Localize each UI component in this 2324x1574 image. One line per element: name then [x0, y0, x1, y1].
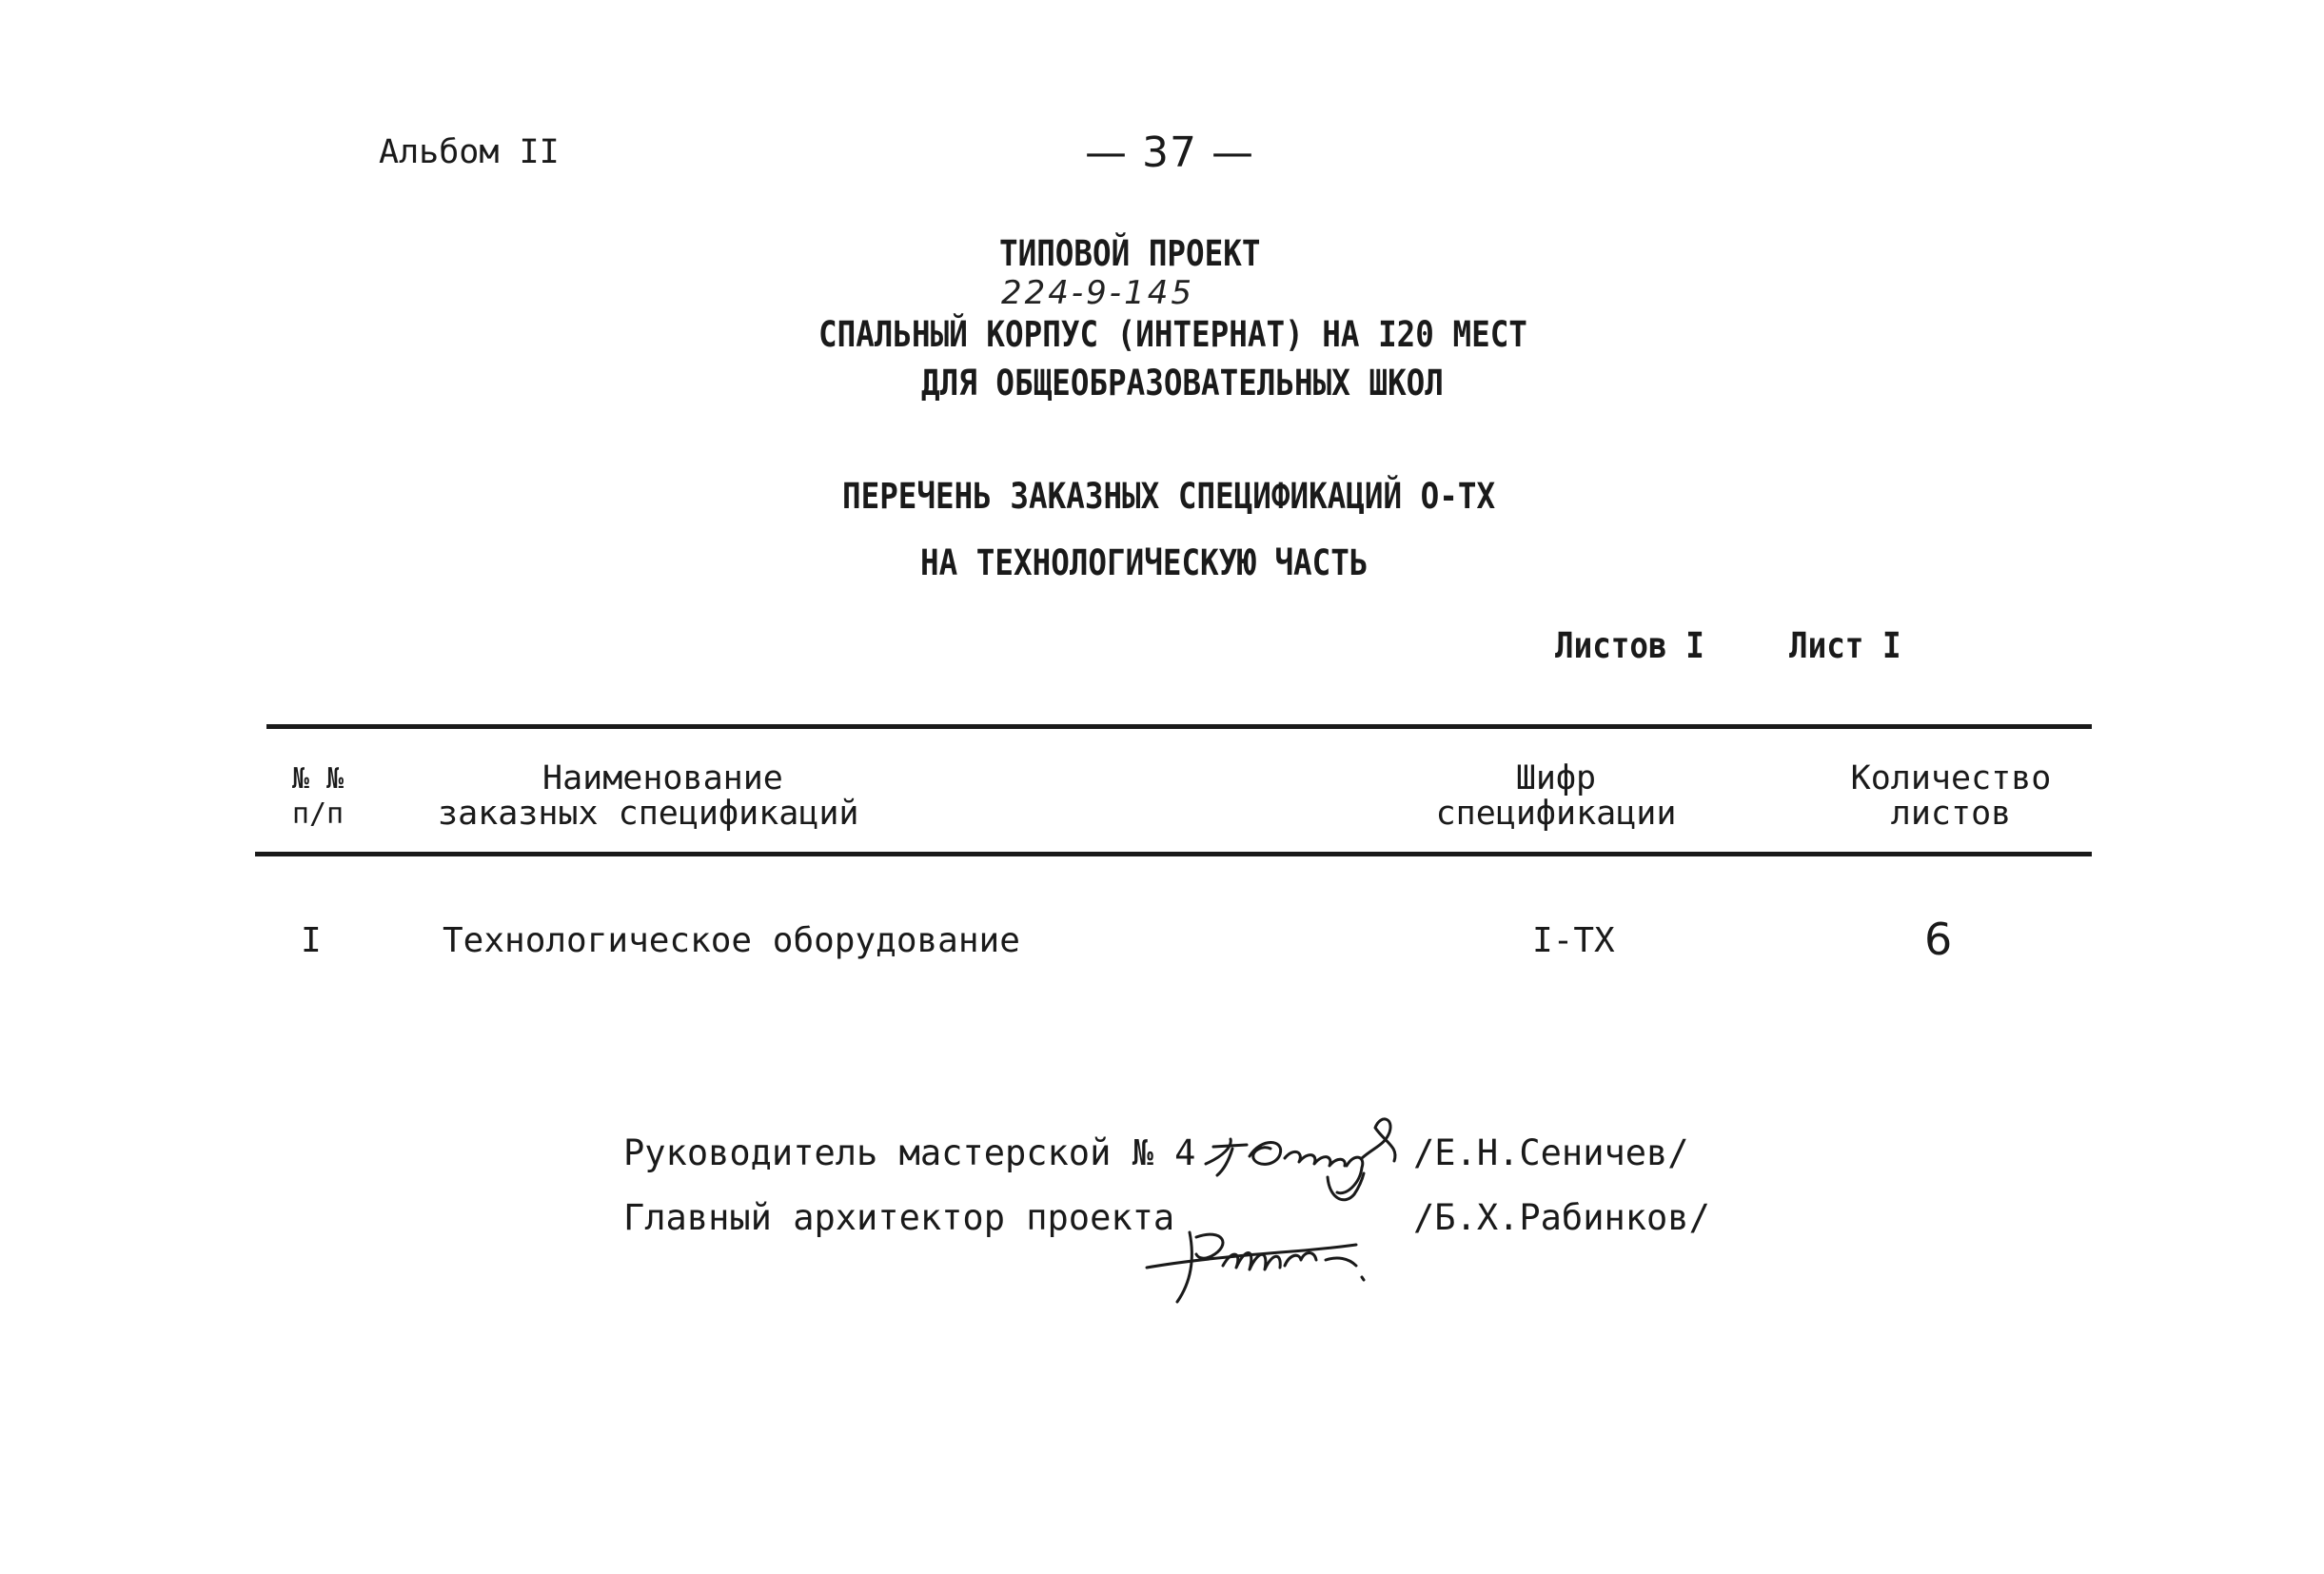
album-label: Альбом II — [379, 133, 560, 171]
column-header-code-line1: Шифр — [1515, 759, 1597, 797]
table-top-rule — [266, 724, 2092, 729]
column-header-name-line1: Наименование — [542, 759, 783, 797]
column-header-name — [438, 761, 876, 832]
table-header-rule — [255, 852, 2092, 856]
signatory-name-1: /Е.Н.Сеничев/ — [1413, 1132, 1689, 1173]
signature-2-handwritten — [1137, 1190, 1394, 1313]
column-header-code — [1428, 761, 1684, 832]
column-header-code-line2: спецификации — [1435, 795, 1677, 833]
column-header-quantity-line2: листов — [1890, 795, 2012, 833]
column-header-number — [270, 761, 365, 832]
sheets-total: Листов I — [1555, 625, 1704, 666]
column-header-number-line2: п/п — [291, 797, 345, 831]
project-title-line2: ДЛЯ ОБЩЕОБРАЗОВАТЕЛЬНЫХ ШКОЛ — [921, 363, 1444, 403]
list-title-line1: ПЕРЕЧЕНЬ ЗАКАЗНЫХ СПЕЦИФИКАЦИЙ О-ТХ — [842, 476, 1496, 517]
list-title-line2: НА ТЕХНОЛОГИЧЕСКУЮ ЧАСТЬ — [920, 542, 1369, 583]
page-number: — 37 — — [1085, 128, 1254, 177]
row-code: I-ТХ — [1532, 921, 1615, 960]
project-type-heading: ТИПОВОЙ ПРОЕКТ — [999, 233, 1261, 274]
project-code: 224-9-145 — [1001, 274, 1194, 312]
column-header-name-line2: заказных спецификаций — [438, 795, 859, 833]
signatory-name-2: /Б.Х.Рабинков/ — [1413, 1197, 1710, 1238]
column-header-number-line1: № № — [291, 762, 345, 796]
column-header-quantity — [1837, 761, 2065, 832]
row-name: Технологическое оборудование — [443, 921, 1020, 960]
signatory-role-1: Руководитель мастерской № 4 — [623, 1132, 1196, 1173]
column-header-quantity-line1: Количество — [1850, 759, 2052, 797]
signatory-role-2: Главный архитектор проекта — [623, 1197, 1175, 1238]
project-title-line1: СПАЛЬНЫЙ КОРПУС (ИНТЕРНАТ) НА I20 МЕСТ — [818, 314, 1527, 355]
sheet-number: Лист I — [1789, 625, 1901, 666]
row-quantity: 6 — [1924, 914, 1953, 965]
row-number: I — [301, 921, 322, 960]
